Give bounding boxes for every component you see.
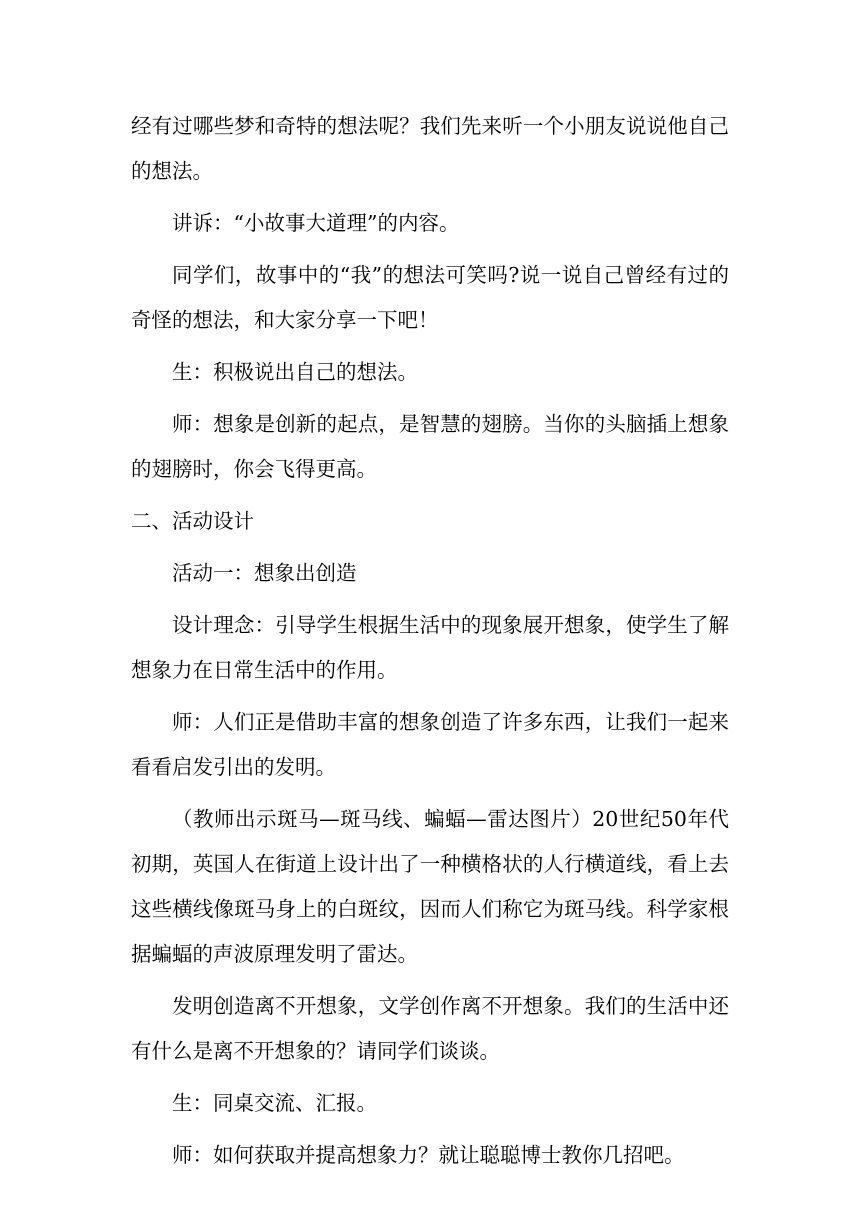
paragraph-imagination-discussion: 发明创造离不开想象，文学创作离不开想象。我们的生活中还有什么是离不开想象的？请同学们谈谈。 <box>131 994 729 1063</box>
document-body <box>131 104 729 1185</box>
paragraph-student-exchange: 生：同桌交流、汇报。 <box>172 1091 377 1115</box>
paragraph-design-concept: 设计理念：引导学生根据生活中的现象展开想象，使学生了解想象力在日常生活中的作用。 <box>131 613 729 682</box>
paragraph-story-content: 讲诉：“小故事大道理”的内容。 <box>172 211 460 235</box>
activity-title: 活动一：想象出创造 <box>172 561 357 585</box>
paragraph-teacher-summary: 师：想象是创新的起点，是智慧的翅膀。当你的头脑插上想象的翅膀时，你会飞得更高。 <box>131 412 729 481</box>
paragraph-teacher-tips: 师：如何获取并提高想象力？就让聪聪博士教你几招吧。 <box>172 1143 685 1167</box>
paragraph-teacher-question: 同学们，故事中的“我”的想法可笑吗?说一说自己曾经有过的奇怪的想法，和大家分享一下吧！ <box>131 263 729 332</box>
paragraph-invention-examples: （教师出示斑马—斑马线、蝙蝠—雷达图片）20世纪50年代初期，英国人在街道上设计出了一种横格状的人行横道线，看上去这些横线像斑马身上的白斑纹，因而人们称它为斑马线。科学家根据蝙蝠的声波原理发明了雷达。 <box>131 807 729 966</box>
section-heading: 二、活动设计 <box>131 509 254 533</box>
paragraph-continuation: 经有过哪些梦和奇特的想法呢？我们先来听一个小朋友说说他自己的想法。 <box>131 114 729 183</box>
paragraph-teacher-intro: 师：人们正是借助丰富的想象创造了许多东西，让我们一起来看看启发引出的发明。 <box>131 710 729 779</box>
paragraph-student-response: 生：积极说出自己的想法。 <box>172 360 418 384</box>
